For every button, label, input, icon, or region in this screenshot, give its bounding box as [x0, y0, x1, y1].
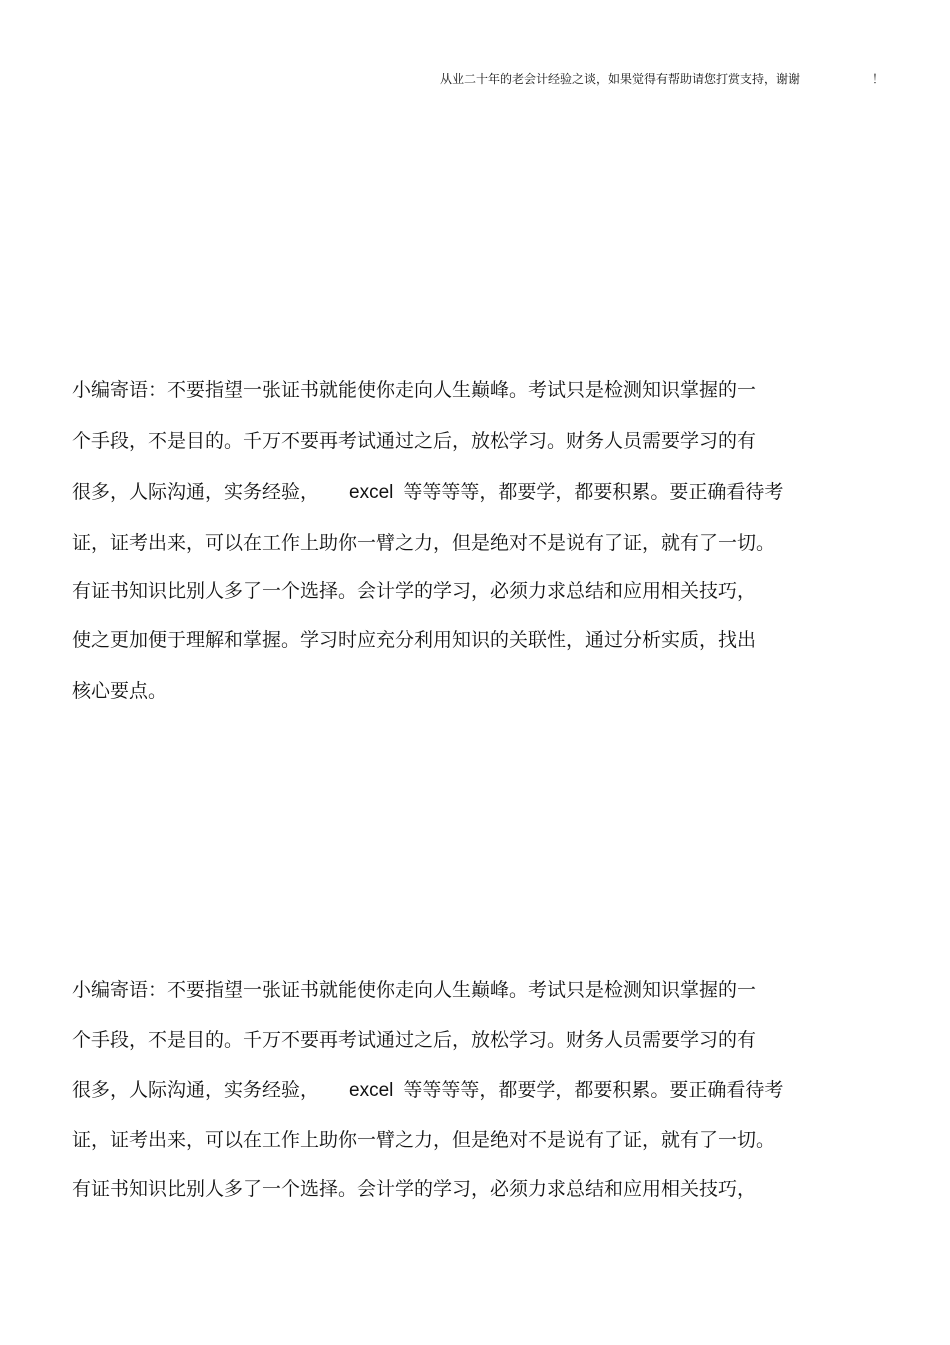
paragraph-line — [72, 478, 783, 506]
line-segment: 很多，人际沟通，实务经验， — [72, 1079, 320, 1101]
excel-word: excel — [349, 482, 394, 503]
header-exclaim: ！ — [872, 72, 885, 86]
paragraph-line: 证，证考出来，可以在工作上助你一臂之力，但是绝对不是说有了证，就有了一切。 — [72, 1129, 776, 1151]
line-segment: 很多，人际沟通，实务经验， — [72, 481, 320, 503]
paragraph-line: 有证书知识比别人多了一个选择。会计学的学习，必须力求总结和应用相关技巧， — [72, 1178, 757, 1200]
line-segment: 等等等等，都要学，都要积累。要正确看待考 — [403, 481, 784, 503]
paragraph-line: 核心要点。 — [72, 680, 168, 702]
paragraph-line: 使之更加便于理解和掌握。学习时应充分利用知识的关联性，通过分析实质，找出 — [72, 629, 757, 651]
excel-word: excel — [349, 1080, 394, 1101]
header-text: 从业二十年的老会计经验之谈，如果觉得有帮助请您打赏支持，谢谢 — [440, 72, 801, 86]
paragraph-line: 小编寄语：不要指望一张证书就能使你走向人生巅峰。考试只是检测知识掌握的一 — [72, 379, 757, 401]
paragraph-line: 个手段，不是目的。千万不要再考试通过之后，放松学习。财务人员需要学习的有 — [72, 1029, 757, 1051]
paragraph-line: 小编寄语：不要指望一张证书就能使你走向人生巅峰。考试只是检测知识掌握的一 — [72, 979, 757, 1001]
line-segment: 等等等等，都要学，都要积累。要正确看待考 — [403, 1079, 784, 1101]
paragraph-line: 证，证考出来，可以在工作上助你一臂之力，但是绝对不是说有了证，就有了一切。 — [72, 532, 776, 554]
paragraph-line — [72, 1076, 783, 1104]
paragraph-line: 有证书知识比别人多了一个选择。会计学的学习，必须力求总结和应用相关技巧， — [72, 580, 757, 602]
page-header-note — [440, 70, 885, 88]
paragraph-line: 个手段，不是目的。千万不要再考试通过之后，放松学习。财务人员需要学习的有 — [72, 430, 757, 452]
